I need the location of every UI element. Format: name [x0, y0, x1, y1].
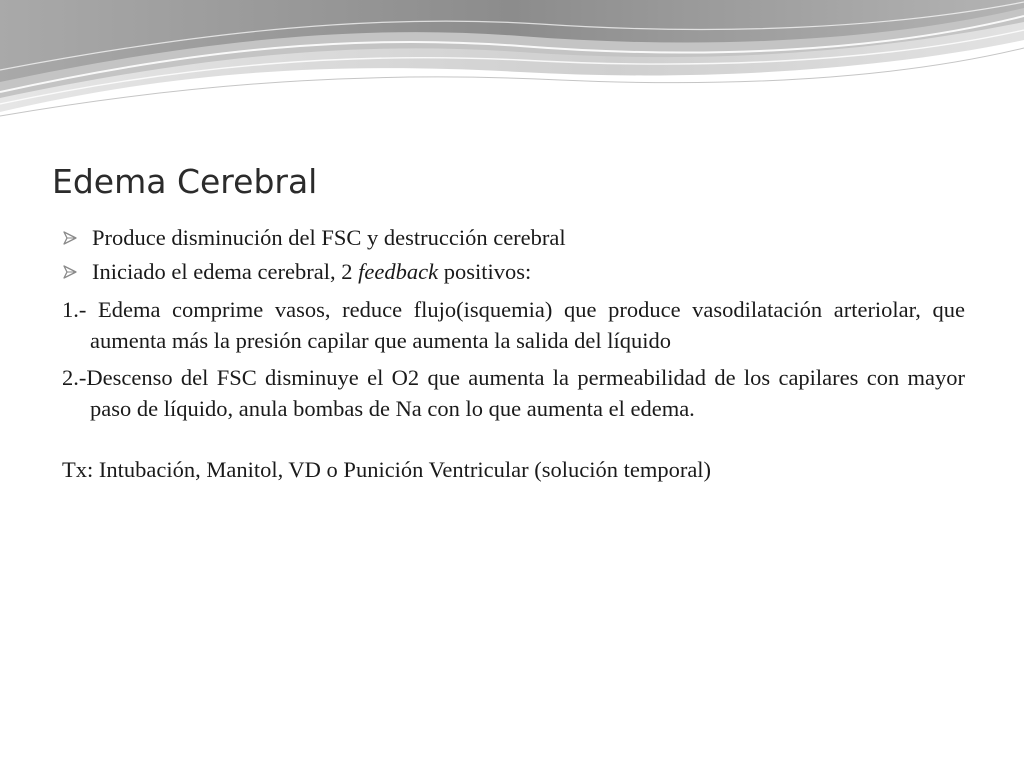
bullet-text: Produce disminución del FSC y destrucción cerebral: [92, 225, 566, 250]
header-swoosh-graphic: [0, 0, 1024, 130]
bullet-text-after: positivos:: [438, 259, 532, 284]
bullet-text-before: Iniciado el edema cerebral, 2: [92, 259, 359, 284]
slide-title: Edema Cerebral: [52, 162, 318, 201]
bullet-item: [62, 222, 965, 256]
bullet-item: [62, 256, 965, 290]
slide-content: [62, 222, 965, 485]
treatment-line: Tx: Intubación, Manitol, VD o Punición Ventricular (solución temporal): [62, 457, 712, 482]
arrow-bullet-icon: [62, 231, 78, 245]
paragraph-step-1: 1.- Edema comprime vasos, reduce flujo(isquemia) que produce vasodilatación arteriolar, que aumenta más la presión capilar que aumenta la salida del líquido: [62, 297, 965, 353]
paragraph-step-2: 2.-Descenso del FSC disminuye el O2 que aumenta la permeabilidad de los capilares con mayor paso de líquido, anula bombas de Na con lo que aumenta el edema.: [62, 365, 965, 421]
arrow-bullet-icon: [62, 265, 78, 279]
bullet-text-emphasis: feedback: [358, 259, 439, 284]
